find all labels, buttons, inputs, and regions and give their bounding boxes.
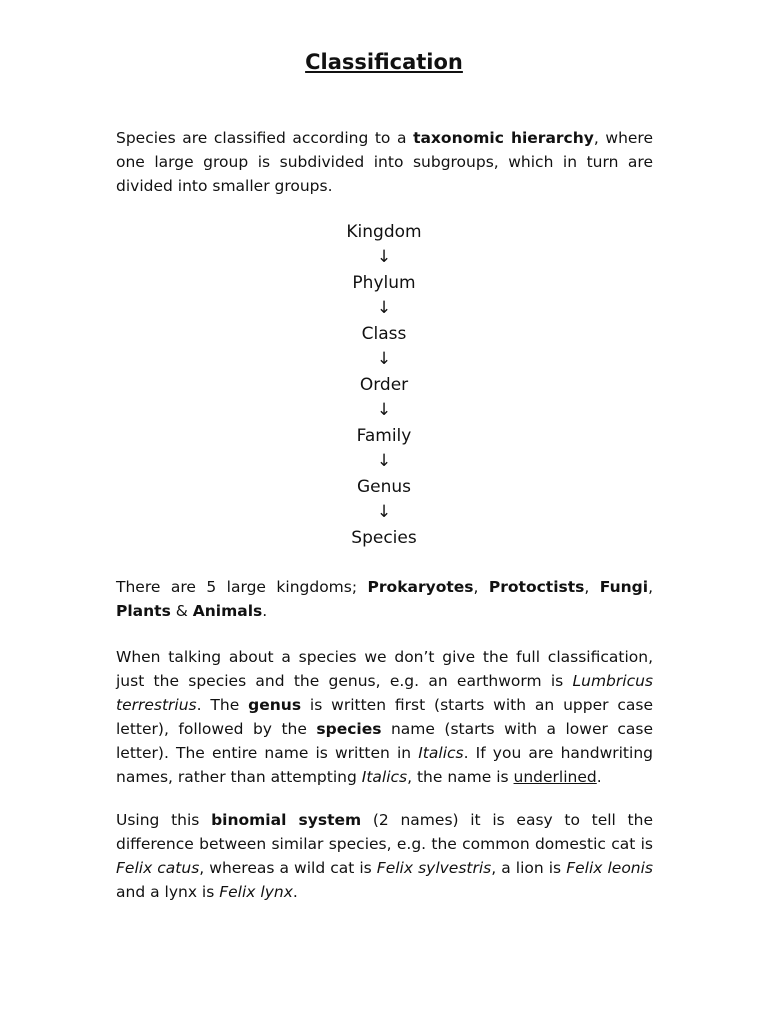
level-order: Order xyxy=(359,375,409,395)
level-species: Species xyxy=(351,528,417,548)
taxonomy-hierarchy xyxy=(0,220,768,551)
separator: , xyxy=(473,578,489,596)
naming-text: When talking about a species we don’t give the full classification, just the species and the genus, e.g. an earthworm is xyxy=(116,648,653,690)
down-arrow-icon: ↓ xyxy=(376,451,392,471)
binomial-system-term: binomial system xyxy=(211,811,362,829)
down-arrow-icon: ↓ xyxy=(376,349,392,369)
level-family: Family xyxy=(356,426,412,446)
species-term: species xyxy=(316,720,382,738)
taxonomic-hierarchy-term: taxonomic hierarchy xyxy=(413,129,594,147)
kingdom-protoctists: Protoctists xyxy=(488,578,585,596)
naming-text: . The xyxy=(196,696,249,714)
period: . xyxy=(596,768,602,786)
binomial-text: , whereas a wild cat is xyxy=(199,859,377,877)
separator: , xyxy=(648,578,654,596)
period: . xyxy=(262,602,268,620)
italics-term: Italics xyxy=(418,744,464,762)
underlined-term: underlined xyxy=(513,768,597,786)
down-arrow-icon: ↓ xyxy=(376,400,392,420)
genus-term: genus xyxy=(248,696,302,714)
intro-paragraph xyxy=(116,126,653,198)
naming-text: is written first (starts with an upper case letter), followed by the xyxy=(116,696,654,738)
level-genus: Genus xyxy=(356,477,412,497)
level-class: Class xyxy=(361,324,407,344)
naming-text: . If you are handwriting names, rather than attempting xyxy=(116,744,653,786)
binomial-text: and a lynx is xyxy=(116,883,220,901)
level-kingdom: Kingdom xyxy=(346,222,422,242)
intro-text: , where one large group is subdivided into subgroups, which in turn are divided into smaller groups. xyxy=(116,129,653,195)
binomial-text: , a lion is xyxy=(491,859,567,877)
earthworm-name: Lumbricus terrestrius xyxy=(116,672,653,714)
level-phylum: Phylum xyxy=(352,273,416,293)
naming-text: , the name is xyxy=(407,768,514,786)
kingdom-plants: Plants xyxy=(116,602,171,620)
down-arrow-icon: ↓ xyxy=(376,298,392,318)
page-title: Classification xyxy=(305,50,463,74)
binomial-text: (2 names) it is easy to tell the difference between similar species, e.g. the common domestic cat is xyxy=(116,811,653,853)
down-arrow-icon: ↓ xyxy=(376,502,392,522)
down-arrow-icon: ↓ xyxy=(376,247,392,267)
separator: & xyxy=(170,602,193,620)
separator: , xyxy=(584,578,600,596)
kingdoms-paragraph xyxy=(116,575,653,623)
kingdoms-text: There are 5 large kingdoms; xyxy=(116,578,368,596)
kingdom-prokaryotes: Prokaryotes xyxy=(367,578,474,596)
period: . xyxy=(292,883,298,901)
binomial-text: Using this xyxy=(116,811,212,829)
kingdom-animals: Animals xyxy=(192,602,263,620)
domestic-cat-name: Felix catus xyxy=(116,859,200,877)
wild-cat-name: Felix sylvestris xyxy=(376,859,492,877)
kingdom-fungi: Fungi xyxy=(599,578,649,596)
lion-name: Felix leonis xyxy=(566,859,654,877)
intro-text: Species are classified according to a xyxy=(116,129,414,147)
italics-term: Italics xyxy=(361,768,408,786)
lynx-name: Felix lynx xyxy=(219,883,293,901)
binomial-paragraph xyxy=(116,808,653,904)
naming-paragraph xyxy=(116,645,653,789)
naming-text: name (starts with a lower case letter). The entire name is written in xyxy=(116,720,653,762)
